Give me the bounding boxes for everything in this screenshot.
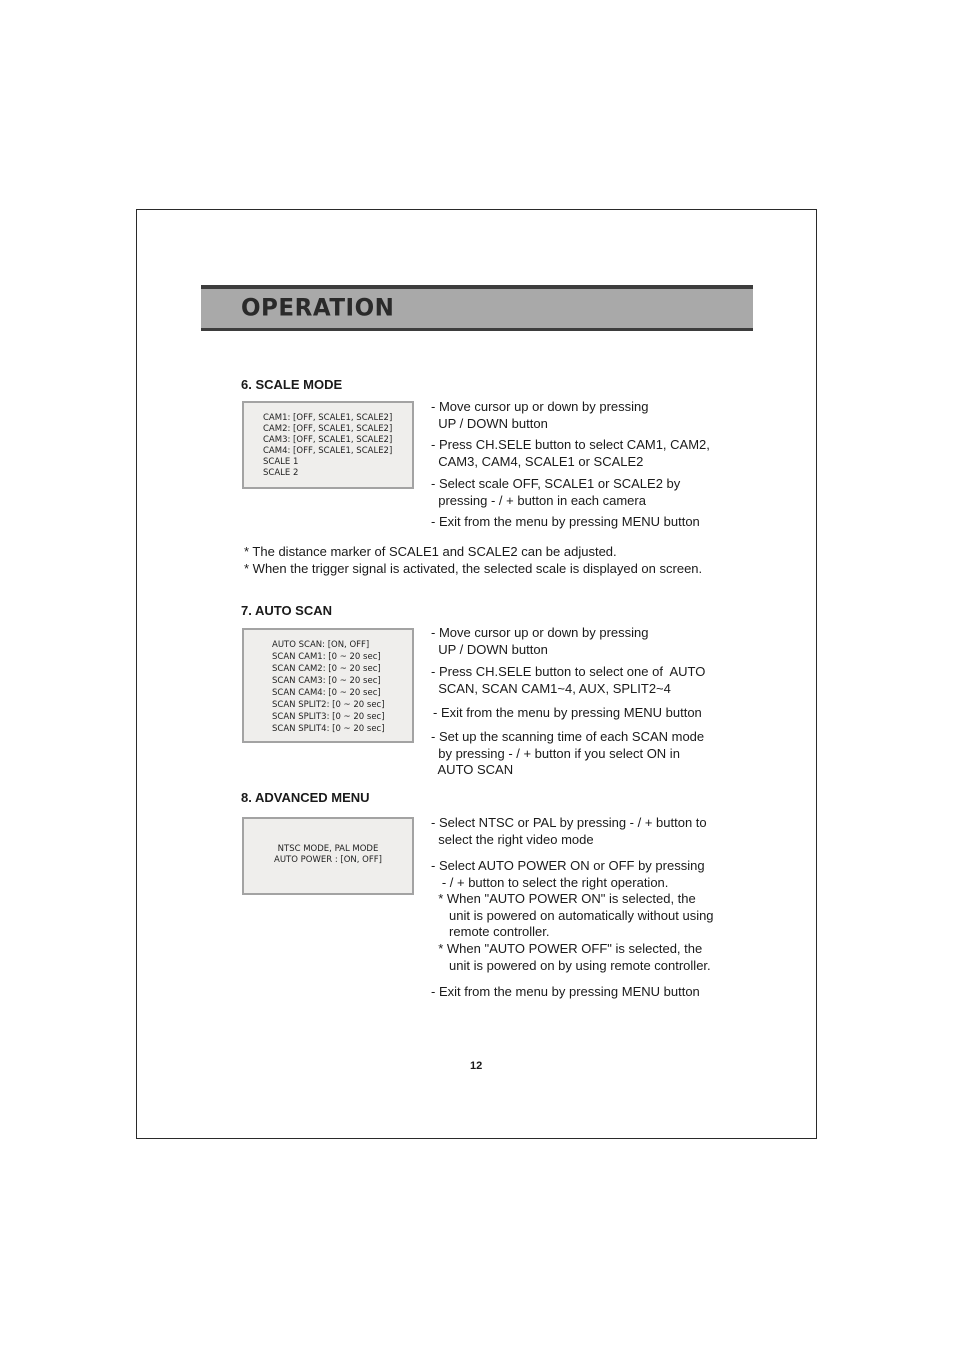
screen-line: AUTO SCAN: [ON, OFF] (272, 640, 370, 650)
screen-line: SCALE 1 (263, 457, 299, 467)
advanced-menu-step: - Select NTSC or PAL by pressing - / + button to select the right video mode (431, 815, 707, 847)
screen-line: CAM3: [OFF, SCALE1, SCALE2] (263, 435, 393, 445)
screen-line: SCAN SPLIT2: [0 ~ 20 sec] (272, 700, 385, 710)
scale-mode-note: * The distance marker of SCALE1 and SCALE2 can be adjusted. (244, 544, 617, 559)
page-title: OPERATION (241, 294, 395, 322)
screen-line: AUTO POWER : [ON, OFF] (274, 855, 382, 865)
auto-scan-step: - Press CH.SELE button to select one of AUTO SCAN, SCAN CAM1~4, AUX, SPLIT2~4 (431, 664, 706, 696)
advanced-menu-heading: 8. ADVANCED MENU (241, 790, 370, 805)
screen-line: SCAN CAM4: [0 ~ 20 sec] (272, 688, 381, 698)
screen-line: CAM1: [OFF, SCALE1, SCALE2] (263, 413, 393, 423)
scale-mode-screen (242, 401, 414, 489)
advanced-menu-screen (242, 817, 414, 895)
screen-line: SCAN CAM2: [0 ~ 20 sec] (272, 664, 381, 674)
scale-mode-step: - Press CH.SELE button to select CAM1, CAM2, CAM3, CAM4, SCALE1 or SCALE2 (431, 437, 710, 469)
advanced-menu-step: - Exit from the menu by pressing MENU button (431, 984, 700, 999)
screen-line: SCAN CAM3: [0 ~ 20 sec] (272, 676, 381, 686)
scale-mode-step: - Move cursor up or down by pressing UP / DOWN button (431, 399, 649, 431)
auto-scan-heading: 7. AUTO SCAN (241, 603, 333, 618)
advanced-menu-step: - Select AUTO POWER ON or OFF by pressing - / + button to select the right operation. * When "AUTO POWER ON" is selected, the unit is powered on automatically without using remote controller. * When "AUTO POWER OFF" is selected, the unit is powered on by using remote controller. (431, 858, 714, 973)
auto-scan-step: - Exit from the menu by pressing MENU button (433, 705, 702, 720)
scale-mode-note: * When the trigger signal is activated, the selected scale is displayed on screen. (244, 561, 703, 576)
screen-line: CAM4: [OFF, SCALE1, SCALE2] (263, 446, 393, 456)
screen-line: SCALE 2 (263, 468, 299, 478)
auto-scan-step: - Set up the scanning time of each SCAN mode by pressing - / + button if you select ON in AUTO SCAN (431, 729, 705, 778)
screen-line: NTSC MODE, PAL MODE (277, 844, 379, 854)
scale-mode-step: - Select scale OFF, SCALE1 or SCALE2 by pressing - / + button in each camera (431, 476, 681, 508)
screen-line: SCAN SPLIT3: [0 ~ 20 sec] (272, 712, 385, 722)
scale-mode-heading: 6. SCALE MODE (241, 377, 343, 392)
section-banner (201, 285, 753, 331)
page-number: 12 (470, 1060, 483, 1072)
screen-line: SCAN CAM1: [0 ~ 20 sec] (272, 652, 381, 662)
auto-scan-step: - Move cursor up or down by pressing UP / DOWN button (431, 625, 649, 657)
screen-line: SCAN SPLIT4: [0 ~ 20 sec] (272, 724, 385, 734)
auto-scan-screen (242, 628, 414, 743)
scale-mode-step: - Exit from the menu by pressing MENU button (431, 514, 700, 529)
screen-line: CAM2: [OFF, SCALE1, SCALE2] (263, 424, 393, 434)
